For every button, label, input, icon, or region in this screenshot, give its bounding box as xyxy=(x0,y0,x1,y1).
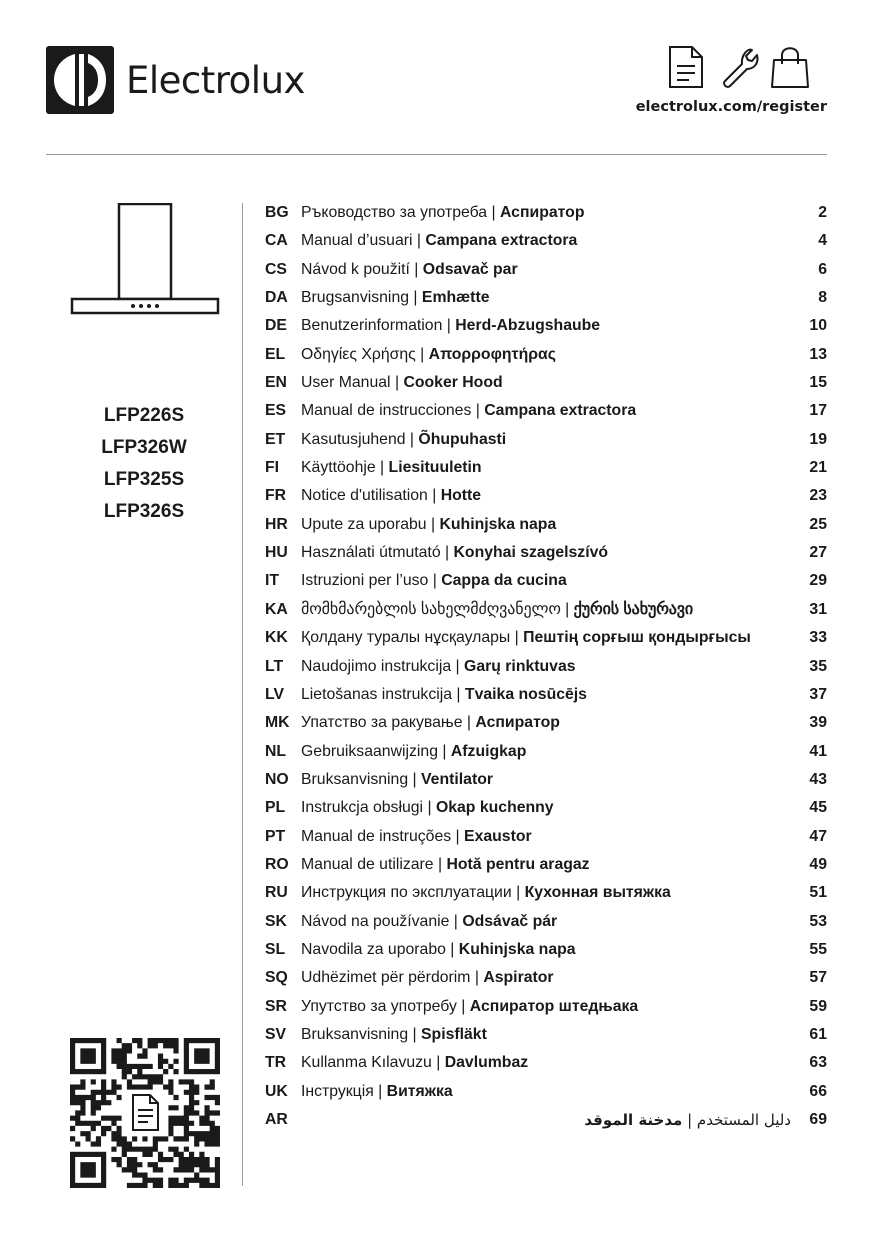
page-number: 33 xyxy=(809,629,827,647)
toc-title xyxy=(301,199,584,227)
separator: | xyxy=(511,884,525,902)
toc-row[interactable] xyxy=(265,199,827,227)
page-number: 17 xyxy=(809,402,827,420)
qr-code[interactable] xyxy=(70,1038,220,1188)
separator: | xyxy=(449,912,463,930)
page-number: 49 xyxy=(809,855,827,873)
toc-title xyxy=(301,539,608,567)
language-code: TR xyxy=(265,1054,287,1072)
language-code: ET xyxy=(265,430,286,448)
separator: | xyxy=(560,600,574,618)
product-name: Odsavač par xyxy=(422,260,518,278)
toc-row[interactable] xyxy=(265,482,827,510)
page-number: 25 xyxy=(809,515,827,533)
language-code: PL xyxy=(265,799,286,817)
product-name: Spisfläkt xyxy=(421,1025,487,1043)
separator: | xyxy=(451,657,465,675)
separator: | xyxy=(412,232,426,250)
manual-label: دليل المستخدم xyxy=(696,1111,791,1129)
toc-title xyxy=(301,1049,528,1077)
manual-label: Қолдану туралы нұсқаулары xyxy=(301,629,511,647)
page-number: 29 xyxy=(809,572,827,590)
product-name: Hotte xyxy=(440,487,482,505)
header-divider xyxy=(46,154,827,155)
manual-label: Kasutusjuhend xyxy=(301,430,406,448)
separator: | xyxy=(433,855,447,873)
toc-title xyxy=(301,1078,453,1106)
page-number: 39 xyxy=(809,714,827,732)
language-code: SV xyxy=(265,1025,287,1043)
separator: | xyxy=(456,997,470,1015)
separator: | xyxy=(462,714,476,732)
manual-label: Manual de utilizare xyxy=(301,855,434,873)
toc-title xyxy=(301,596,693,624)
page-number: 41 xyxy=(809,742,827,760)
language-code: SQ xyxy=(265,969,288,987)
separator: | xyxy=(405,430,419,448)
manual-label: Instrukcja obsługi xyxy=(301,799,424,817)
language-code: IT xyxy=(265,572,280,590)
product-name: Odsávač pár xyxy=(462,912,558,930)
manual-label: Manual de instruções xyxy=(301,827,452,845)
product-name: Campana extractora xyxy=(484,402,637,420)
manual-label: Gebruiksaanwijzing xyxy=(301,742,438,760)
language-code: RU xyxy=(265,884,288,902)
toc-row[interactable] xyxy=(265,993,827,1021)
page-number: 69 xyxy=(809,1111,827,1128)
language-code: KA xyxy=(265,600,288,618)
model-number: LFP326S xyxy=(103,501,185,522)
manual-label: User Manual xyxy=(301,374,391,392)
column-divider xyxy=(242,203,243,1186)
language-code: AR xyxy=(265,1111,288,1128)
separator: | xyxy=(427,487,441,505)
page-number: 23 xyxy=(809,487,827,505)
page-number: 8 xyxy=(818,289,827,307)
product-name: Cappa da cucina xyxy=(441,572,567,590)
manual-label: Bruksanvisning xyxy=(301,770,409,788)
product-name: Emhætte xyxy=(421,289,490,307)
manual-label: Инструкция по эксплуатации xyxy=(301,884,512,902)
language-code: SR xyxy=(265,997,287,1015)
manual-label: Návod k použití xyxy=(301,260,410,278)
toc-row[interactable] xyxy=(265,766,827,794)
toc-title xyxy=(301,567,567,595)
toc-row[interactable] xyxy=(265,936,827,964)
toc-title xyxy=(301,482,481,510)
toc-title xyxy=(301,256,518,284)
cooker-hood-icon xyxy=(70,203,220,315)
language-code: SL xyxy=(265,940,286,958)
toc-row[interactable] xyxy=(265,879,827,907)
page-number: 47 xyxy=(809,827,827,845)
separator: | xyxy=(375,459,389,477)
language-code: UK xyxy=(265,1082,288,1100)
product-name: Kuhinjska napa xyxy=(439,515,557,533)
toc-row[interactable] xyxy=(265,426,827,454)
electrolux-logo-icon xyxy=(46,46,114,114)
manual-label: Benutzerinformation xyxy=(301,317,443,335)
toc-title xyxy=(301,766,493,794)
toc-row[interactable] xyxy=(265,312,827,340)
language-code: HR xyxy=(265,515,288,533)
model-list xyxy=(80,400,208,528)
toc-row[interactable] xyxy=(265,908,827,936)
page-number: 51 xyxy=(809,884,827,902)
language-code: CS xyxy=(265,260,287,278)
toc-title xyxy=(301,709,560,737)
product-name: Kuhinjska napa xyxy=(458,940,576,958)
separator: | xyxy=(423,799,436,817)
product-name: Cooker Hood xyxy=(403,374,503,392)
manual-label: Lietošanas instrukcija xyxy=(301,685,453,703)
separator: | xyxy=(428,572,442,590)
toc-row[interactable] xyxy=(265,851,827,879)
manual-label: Navodila za uporabo xyxy=(301,940,446,958)
manual-label: Manual de instrucciones xyxy=(301,402,472,420)
manual-label: Istruzioni per l’uso xyxy=(301,572,429,590)
separator: | xyxy=(408,1025,422,1043)
product-name: Ventilator xyxy=(421,770,493,788)
product-name: Витяжка xyxy=(386,1082,453,1100)
page-number: 37 xyxy=(809,685,827,703)
page-number: 31 xyxy=(809,600,827,618)
manual-label: Udhëzimet për përdorim xyxy=(301,969,471,987)
page-number: 21 xyxy=(809,459,827,477)
toc-title xyxy=(301,312,600,340)
page-number: 19 xyxy=(809,430,827,448)
language-code: SK xyxy=(265,912,287,930)
page-number: 59 xyxy=(809,997,827,1015)
table-of-contents xyxy=(265,199,827,1134)
toc-title xyxy=(301,653,576,681)
separator: | xyxy=(510,629,524,647)
model-number: LFP325S xyxy=(103,469,185,490)
toc-row[interactable] xyxy=(265,227,827,255)
page-number: 43 xyxy=(809,770,827,788)
brand-logo xyxy=(46,46,305,114)
separator: | xyxy=(409,260,423,278)
language-code: LT xyxy=(265,657,284,675)
separator: | xyxy=(440,544,454,562)
toc-title xyxy=(301,851,590,879)
language-code: LV xyxy=(265,685,285,703)
language-code: RO xyxy=(265,855,289,873)
toc-title xyxy=(301,879,671,907)
qr-document-icon xyxy=(122,1090,169,1137)
manual-label: Használati útmutató xyxy=(301,544,441,562)
document-icon xyxy=(664,44,708,90)
toc-title xyxy=(301,397,636,425)
manual-label: Bruksanvisning xyxy=(301,1025,409,1043)
separator: | xyxy=(426,515,440,533)
toc-row[interactable] xyxy=(265,511,827,539)
manual-label: Naudojimo instrukcija xyxy=(301,657,452,675)
register-url[interactable]: electrolux.com/register xyxy=(635,99,827,115)
separator: | xyxy=(437,742,451,760)
page-number: 27 xyxy=(809,544,827,562)
toc-title xyxy=(301,908,557,936)
separator: | xyxy=(408,770,422,788)
toc-row[interactable] xyxy=(265,794,827,822)
language-code: PT xyxy=(265,827,286,845)
toc-title xyxy=(301,426,506,454)
product-name: Herd-Abzugshaube xyxy=(455,317,601,335)
toc-title xyxy=(301,794,554,822)
page-number: 10 xyxy=(809,317,827,335)
toc-row[interactable] xyxy=(265,1049,827,1077)
language-code: BG xyxy=(265,204,289,221)
toc-title xyxy=(301,1021,487,1049)
separator: | xyxy=(409,289,422,307)
product-name: Garų rinktuvas xyxy=(464,657,576,675)
separator: | xyxy=(442,317,456,335)
manual-label: Інструкція xyxy=(301,1082,374,1100)
manual-label: Manual d’usuari xyxy=(301,232,413,250)
language-code: DE xyxy=(265,317,287,335)
toc-title xyxy=(584,1106,791,1134)
product-name: Пештің сорғыш қондырғысы xyxy=(523,629,751,647)
page-number: 4 xyxy=(818,232,827,250)
toc-title xyxy=(301,993,638,1021)
language-code: EN xyxy=(265,374,287,392)
manual-label: Notice d'utilisation xyxy=(301,487,428,505)
product-name: Campana extractora xyxy=(425,232,578,250)
product-name: Davlumbaz xyxy=(444,1054,529,1072)
toc-row[interactable] xyxy=(265,596,827,624)
manual-label: Návod na používanie xyxy=(301,912,450,930)
toc-row[interactable] xyxy=(265,681,827,709)
manual-label: Brugsanvisning xyxy=(301,289,410,307)
separator: | xyxy=(415,345,429,363)
page-number: 13 xyxy=(809,345,827,363)
toc-row[interactable] xyxy=(265,823,827,851)
toc-row[interactable] xyxy=(265,397,827,425)
page-number: 55 xyxy=(809,940,827,958)
product-name: Okap kuchenny xyxy=(435,799,554,817)
product-name: مدخنة الموقد xyxy=(584,1111,683,1129)
separator: | xyxy=(451,827,465,845)
separator: | xyxy=(487,204,500,221)
page-number: 45 xyxy=(809,799,827,817)
toc-title xyxy=(301,823,532,851)
toc-title xyxy=(301,369,503,397)
separator: | xyxy=(470,969,484,987)
page-number: 2 xyxy=(818,204,827,221)
language-code: ES xyxy=(265,402,287,420)
toc-row[interactable] xyxy=(265,567,827,595)
product-name: Exaustor xyxy=(464,827,532,845)
wrench-icon xyxy=(716,44,760,90)
page-number: 66 xyxy=(809,1082,827,1100)
toc-title xyxy=(301,227,577,255)
toc-title xyxy=(301,964,554,992)
toc-row[interactable] xyxy=(265,1078,827,1106)
model-number: LFP326W xyxy=(101,437,187,458)
page-number: 6 xyxy=(818,260,827,278)
product-name: Аспиратор штедњака xyxy=(469,997,639,1015)
product-name: Tvaika nosūcējs xyxy=(464,685,587,703)
toc-row[interactable] xyxy=(265,738,827,766)
page-number: 63 xyxy=(809,1054,827,1072)
separator: | xyxy=(431,1054,445,1072)
language-code: NO xyxy=(265,770,289,788)
toc-row[interactable] xyxy=(265,256,827,284)
toc-row[interactable] xyxy=(265,369,827,397)
language-code: HU xyxy=(265,544,288,562)
toc-title xyxy=(301,454,482,482)
page-number: 53 xyxy=(809,912,827,930)
toc-row[interactable] xyxy=(265,624,827,652)
shopping-bag-icon xyxy=(768,44,812,90)
product-name: Аспиратор xyxy=(475,714,560,732)
product-name: Afzuigkap xyxy=(450,742,527,760)
manual-label: Upute za uporabu xyxy=(301,515,427,533)
product-name: ქურის სახურავი xyxy=(573,600,694,618)
page-number: 61 xyxy=(809,1025,827,1043)
separator: | xyxy=(373,1082,387,1100)
product-name: Аспиратор xyxy=(499,204,585,221)
toc-row[interactable] xyxy=(265,341,827,369)
manual-label: Упатство за ракување xyxy=(301,714,463,732)
language-code: FR xyxy=(265,487,287,505)
toc-title xyxy=(301,511,556,539)
manual-label: Käyttöohje xyxy=(301,459,376,477)
language-code: FI xyxy=(265,459,280,477)
manual-label: Ръководство за употреба xyxy=(301,204,488,221)
page-number: 57 xyxy=(809,969,827,987)
product-name: Liesituuletin xyxy=(388,459,482,477)
product-name: Απορροφητήρας xyxy=(428,345,556,363)
language-code: NL xyxy=(265,742,287,760)
toc-title xyxy=(301,624,751,652)
manual-label: Οδηγίες Χρήσης xyxy=(301,345,416,363)
separator: | xyxy=(452,685,465,703)
toc-row[interactable] xyxy=(265,653,827,681)
toc-row[interactable] xyxy=(265,1021,827,1049)
language-code: KK xyxy=(265,629,288,647)
manual-label: მომხმარებლის სახელმძღვანელო xyxy=(301,600,561,618)
toc-row[interactable] xyxy=(265,284,827,312)
toc-title xyxy=(301,738,526,766)
language-code: EL xyxy=(265,345,286,363)
language-code: MK xyxy=(265,714,290,732)
language-code: DA xyxy=(265,289,288,307)
separator: | xyxy=(682,1111,697,1129)
separator: | xyxy=(471,402,485,420)
toc-title xyxy=(301,681,587,709)
separator: | xyxy=(390,374,404,392)
product-name: Hotă pentru aragaz xyxy=(446,855,590,873)
toc-row[interactable] xyxy=(265,539,827,567)
toc-row[interactable] xyxy=(265,709,827,737)
toc-row[interactable] xyxy=(265,454,827,482)
model-number: LFP226S xyxy=(103,405,185,426)
language-code: CA xyxy=(265,232,288,250)
page-number: 35 xyxy=(809,657,827,675)
product-name: Õhupuhasti xyxy=(418,430,507,448)
toc-title xyxy=(301,936,576,964)
toc-title xyxy=(301,284,490,312)
toc-row[interactable] xyxy=(265,1106,827,1134)
manual-label: Kullanma Kılavuzu xyxy=(301,1054,432,1072)
toc-title xyxy=(301,341,556,369)
brand-name: Electrolux xyxy=(126,58,305,102)
separator: | xyxy=(445,940,459,958)
product-name: Aspirator xyxy=(483,969,554,987)
product-name: Кухонная вытяжка xyxy=(524,884,671,902)
toc-row[interactable] xyxy=(265,964,827,992)
header-icons xyxy=(664,44,812,90)
page-number: 15 xyxy=(809,374,827,392)
product-name: Konyhai szagelszívó xyxy=(453,544,609,562)
manual-label: Упутство за употребу xyxy=(301,997,457,1015)
